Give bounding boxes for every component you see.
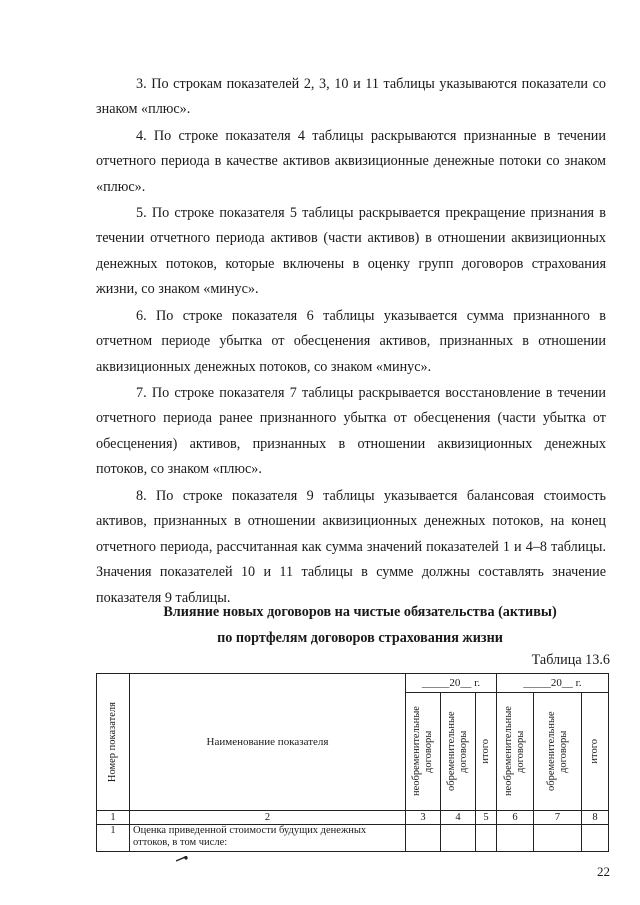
header-burden-2-cell bbox=[534, 693, 582, 811]
ink-mark bbox=[176, 856, 188, 862]
row-value-cell bbox=[406, 825, 441, 852]
paragraph-4: 4. По строке показателя 4 таблицы раскрываются признанные в течении отчетного периода в качестве активов аквизиционные денежные потоки со знаком «плюс». bbox=[96, 128, 606, 195]
header-burden-1: обременительные договоры bbox=[446, 711, 469, 792]
page-number: 22 bbox=[597, 864, 610, 879]
header-onerous-1: необременительные договоры bbox=[411, 706, 434, 797]
header-name: Наименование показателя bbox=[130, 674, 406, 811]
colnum-8: 8 bbox=[582, 811, 609, 825]
header-total-1-cell bbox=[476, 693, 497, 811]
table-heading-line2: по портфелям договоров страхования жизни bbox=[217, 630, 503, 646]
header-burden-1-cell bbox=[441, 693, 476, 811]
row-value-cell bbox=[441, 825, 476, 852]
header-total-1: итого bbox=[480, 739, 492, 764]
header-total-2-cell bbox=[582, 693, 609, 811]
row-value-cell bbox=[497, 825, 534, 852]
paragraph-7: 7. По строке показателя 7 таблицы раскрывается восстановление в течении отчетного периода ранее признанного убытка от обесценения (части убытка от обесценения) активов, признанных в отношении аквизиционных денежных потоков, со знаком «плюс». bbox=[96, 385, 606, 478]
row-name: Оценка приведенной стоимости будущих денежных оттоков, в том числе: bbox=[130, 825, 406, 852]
paragraph-6: 6. По строке показателя 6 таблицы указывается сумма признанного в отчетном периоде убытка от обесценения активов, признанных в отношении аквизиционных денежных потоков, со знаком «минус». bbox=[96, 308, 606, 375]
row-number: 1 bbox=[97, 825, 130, 852]
header-total-2: итого bbox=[589, 739, 601, 764]
colnum-5: 5 bbox=[476, 811, 497, 825]
header-onerous-2-cell bbox=[497, 693, 534, 811]
table-heading-line1: Влияние новых договоров на чистые обязательства (активы) bbox=[163, 604, 557, 620]
data-table bbox=[96, 673, 609, 852]
header-year-2: _____20__ г. bbox=[497, 674, 609, 693]
table-row bbox=[97, 825, 609, 852]
header-number-cell bbox=[97, 674, 130, 811]
header-year-1: _____20__ г. bbox=[406, 674, 497, 693]
paragraph-3: 3. По строкам показателей 2, 3, 10 и 11 таблицы указываются показатели со знаком «плюс». bbox=[96, 76, 606, 118]
header-number: Номер показателя bbox=[107, 701, 118, 783]
row-value-cell bbox=[476, 825, 497, 852]
paragraph-5: 5. По строке показателя 5 таблицы раскрывается прекращение признания в течении отчетного периода активов (части активов) в отношении аквизиционных денежных потоков, которые включены в оценку групп договоров страхования жизни, со знаком «минус». bbox=[96, 205, 606, 298]
colnum-2: 2 bbox=[130, 811, 406, 825]
paragraph-8: 8. По строке показателя 9 таблицы указывается балансовая стоимость активов, признанных в отношении аквизиционных денежных потоков, на конец отчетного периода, рассчитанная как сумма значений показателей 1 и 4–8 таблицы. Значения показателей 10 и 11 таблицы в сумме должны составлять значение показателя 9 таблицы. bbox=[96, 488, 606, 606]
header-onerous-1-cell bbox=[406, 693, 441, 811]
colnum-7: 7 bbox=[534, 811, 582, 825]
header-onerous-2: необременительные договоры bbox=[503, 706, 527, 797]
column-numbers-row bbox=[97, 811, 609, 825]
row-value-cell bbox=[582, 825, 609, 852]
header-burden-2: обременительные договоры bbox=[545, 711, 569, 792]
colnum-1: 1 bbox=[97, 811, 130, 825]
colnum-3: 3 bbox=[406, 811, 441, 825]
row-value-cell bbox=[534, 825, 582, 852]
colnum-4: 4 bbox=[441, 811, 476, 825]
colnum-6: 6 bbox=[497, 811, 534, 825]
table-caption: Таблица 13.6 bbox=[531, 652, 610, 668]
